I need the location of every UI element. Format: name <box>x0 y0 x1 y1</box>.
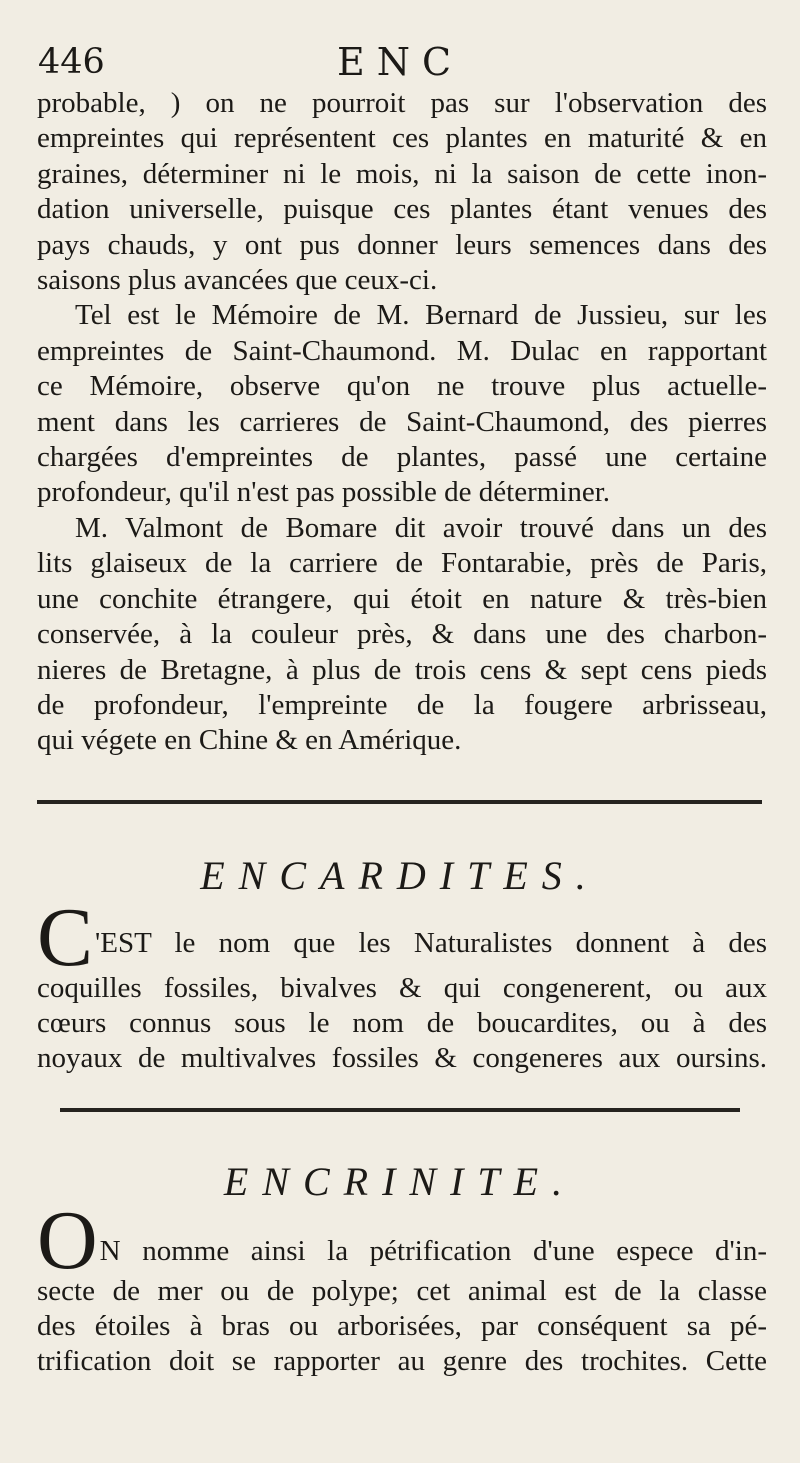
page-number: 446 <box>38 42 105 82</box>
text-line: trification doit se rapporter au genre des trochites. Cette <box>37 1345 767 1377</box>
text-line: Tel est le Mémoire de M. Bernard de Jussieu, sur les <box>75 299 767 332</box>
text-line: graines, déterminer ni le mois, ni la saison de cette inon- <box>37 157 767 190</box>
running-head: ENC <box>336 40 464 84</box>
text-line: saisons plus avancées que ceux-ci. <box>37 264 438 297</box>
text-line: nieres de Bretagne, à plus de trois cens & sept cens pieds <box>37 653 767 686</box>
text-line: chargées d'empreintes de plantes, passé une certaine <box>37 441 767 474</box>
text-line: cœurs connus sous le nom de boucardites, ou à des <box>37 1007 767 1039</box>
text-line: M. Valmont de Bomare dit avoir trouvé dans un des <box>75 511 767 544</box>
text-line: noyaux de multivalves fossiles & congeneres aux oursins. <box>37 1042 767 1074</box>
entry-body <box>37 1194 767 1379</box>
text-line: N nomme ainsi la pétrification d'une espece d'in- <box>99 1235 767 1267</box>
text-line: qui végete en Chine & en Amérique. <box>37 724 462 757</box>
text-line: empreintes qui représentent ces plantes en maturité & en <box>37 122 767 155</box>
entry-title: ENCARDITES. <box>200 853 600 898</box>
text-line: de profondeur, l'empreinte de la fougere arbrisseau, <box>37 688 767 721</box>
text-line: profondeur, qu'il n'est pas possible de déterminer. <box>37 476 611 509</box>
text-line: conservée, à la couleur près, & dans une des charbon- <box>37 618 767 651</box>
text-line: une conchite étrangere, qui étoit en nature & très-bien <box>37 582 767 615</box>
previous-entry-text <box>37 86 767 759</box>
paragraph <box>37 298 767 510</box>
text-line: lits glaiseux de la carriere de Fontarabie, près de Paris, <box>37 547 767 580</box>
section-rule <box>60 1108 740 1112</box>
text-line: ment dans les carrieres de Saint-Chaumond, des pierres <box>37 405 767 438</box>
drop-cap: O <box>37 1194 98 1287</box>
text-line: pays chauds, y ont pus donner leurs semences dans des <box>37 228 767 261</box>
text-line: ce Mémoire, observe qu'on ne trouve plus actuelle- <box>37 370 767 403</box>
text-line: 'EST le nom que les Naturalistes donnent à des <box>95 927 767 959</box>
text-line: coquilles fossiles, bivalves & qui congenerent, ou aux <box>37 972 767 1004</box>
entry-body <box>37 891 767 1076</box>
paragraph <box>37 86 767 298</box>
drop-cap: C <box>37 891 94 984</box>
text-line: empreintes de Saint-Chaumond. M. Dulac en rapportant <box>37 334 767 367</box>
text-line: probable, ) on ne pourroit pas sur l'observation des <box>37 87 767 119</box>
text-line: dation universelle, puisque ces plantes étant venues des <box>37 193 767 226</box>
text-line: des étoiles à bras ou arborisées, par conséquent sa pé- <box>37 1310 767 1342</box>
paragraph <box>37 511 767 759</box>
text-line: secte de mer ou de polype; cet animal est de la classe <box>37 1275 767 1307</box>
entry-title: ENCRINITE. <box>223 1159 577 1204</box>
section-rule <box>37 800 762 804</box>
